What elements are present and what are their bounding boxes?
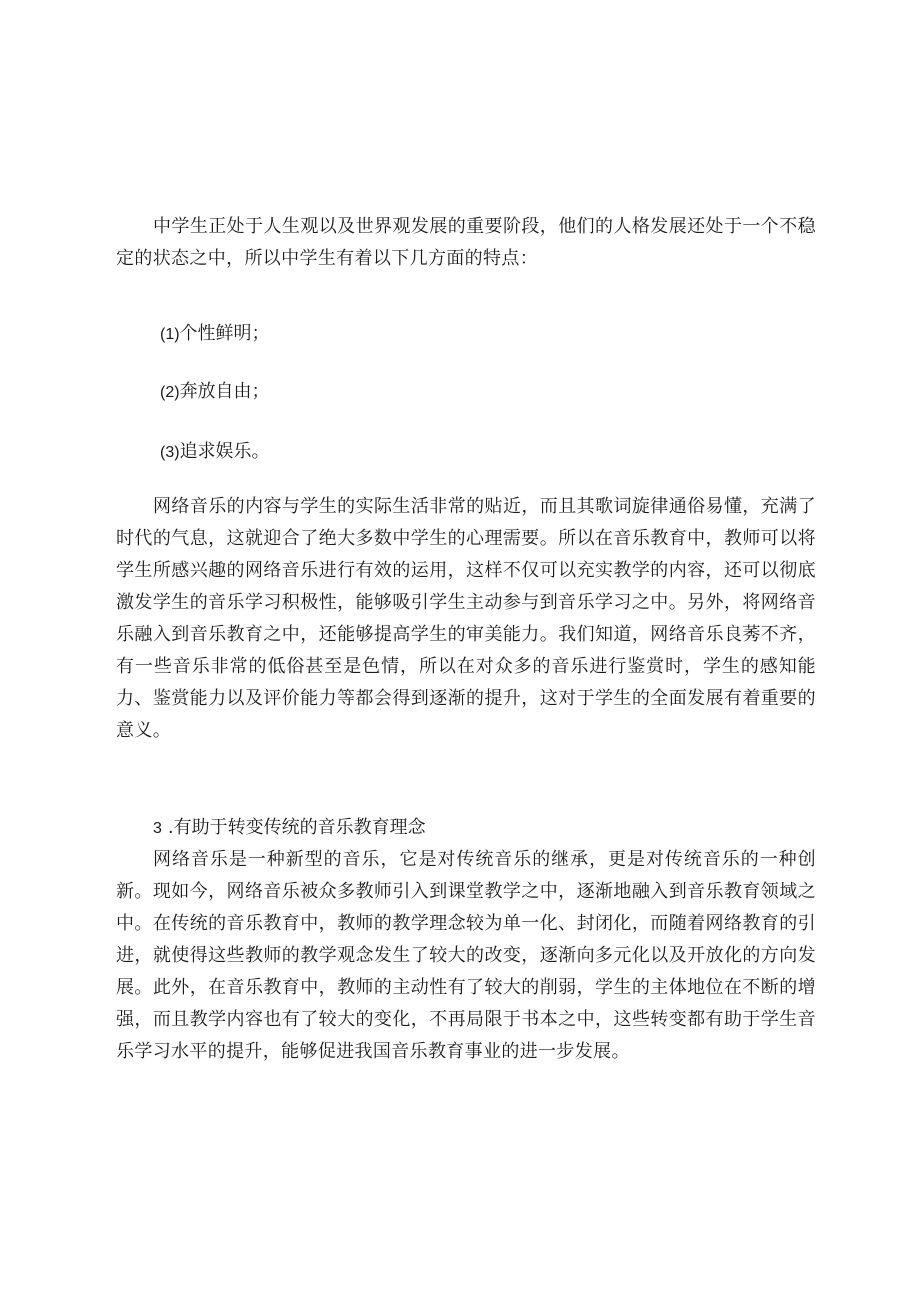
paragraph-student-characteristics: 中学生正处于人生观以及世界观发展的重要阶段，他们的人格发展还处于一个不稳定的状态之中，所以中学生有着以下几方面的特点： bbox=[116, 216, 816, 269]
section-heading bbox=[153, 812, 426, 845]
list-item-2 bbox=[160, 376, 270, 409]
paragraph-education-concept: 网络音乐是一种新型的音乐，它是对传统音乐的继承，更是对传统音乐的一种创新。现如今，网络音乐被众多教师引入到课堂教学之中，逐渐地融入到音乐教育领域之中。在传统的音乐教育中，教师的教学理念较为单一化、封闭化，而随着网络教育的引进，就使得这些教师的教学观念发生了较大的改变，逐渐向多元化以及开放化的方向发展。此外，在音乐教育中，教师的主动性有了较大的削弱，学生的主体地位在不断的增强，而且教学内容也有了较大的变化，不再局限于书本之中，这些转变都有助于学生音乐学习水平的提升，能够促进我国音乐教育事业的进一步发展。 bbox=[116, 849, 816, 1062]
list-item-number: (1) bbox=[160, 326, 180, 343]
list-item-1 bbox=[160, 318, 270, 351]
list-item-number: (3) bbox=[160, 444, 180, 461]
section-heading-text: .有助于转变传统的音乐教育理念 bbox=[167, 817, 426, 838]
list-item-text: 奔放自由； bbox=[179, 381, 270, 402]
list-item-3 bbox=[160, 436, 270, 469]
section-heading-number: 3 bbox=[153, 820, 162, 837]
list-item-number: (2) bbox=[160, 384, 180, 401]
list-item-text: 追求娱乐。 bbox=[179, 441, 270, 462]
paragraph-network-music-content: 网络音乐的内容与学生的实际生活非常的贴近，而且其歌词旋律通俗易懂，充满了时代的气息，这就迎合了绝大多数中学生的心理需要。所以在音乐教育中，教师可以将学生所感兴趣的网络音乐进行有效的运用，这样不仅可以充实教学的内容，还可以彻底激发学生的音乐学习积极性，能够吸引学生主动参与到音乐学习之中。另外，将网络音乐融入到音乐教育之中，还能够提高学生的审美能力。我们知道，网络音乐良莠不齐，有一些音乐非常的低俗甚至是色情，所以在对众多的音乐进行鉴赏时，学生的感知能力、鉴赏能力以及评价能力等都会得到逐渐的提升，这对于学生的全面发展有着重要的意义。 bbox=[116, 496, 816, 741]
list-item-text: 个性鲜明； bbox=[179, 323, 270, 344]
